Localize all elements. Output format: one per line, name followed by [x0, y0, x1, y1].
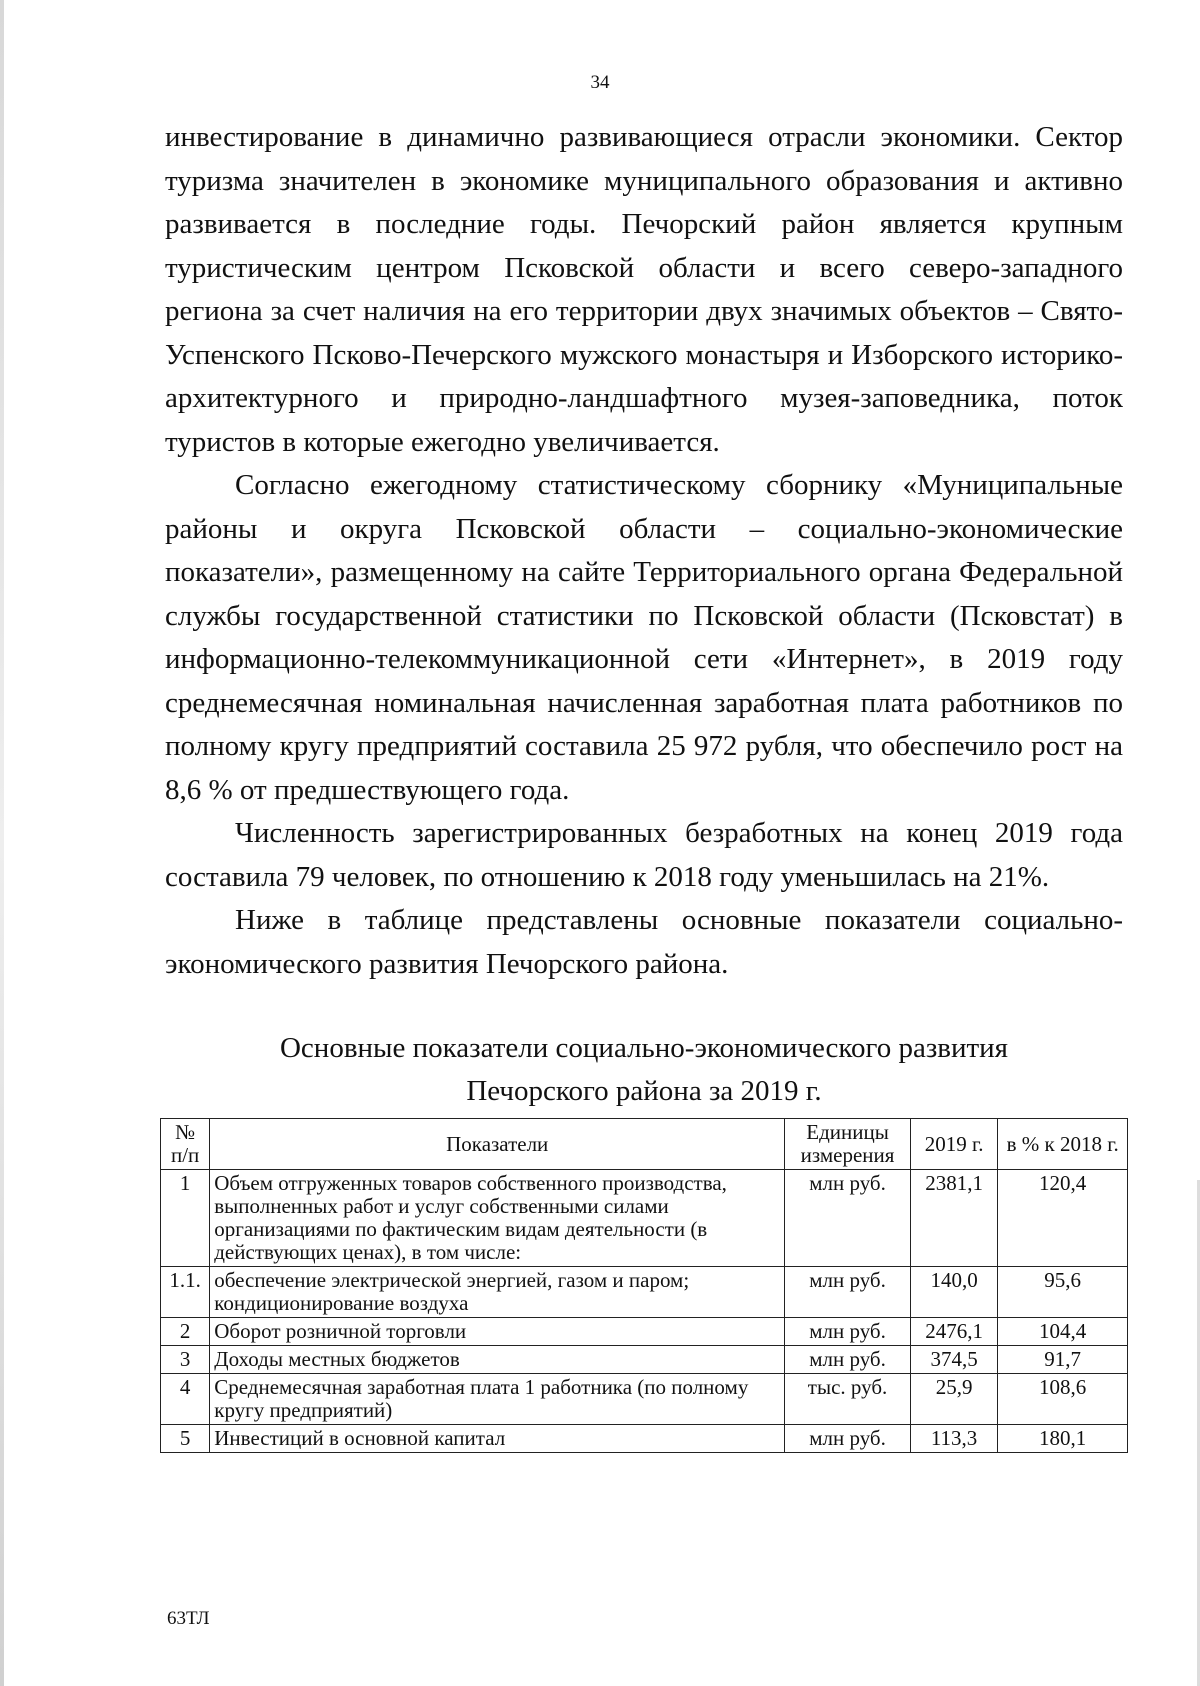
table-row: [161, 1346, 1128, 1374]
paragraph-4: Ниже в таблице представлены основные показатели социально-экономического развития Печорского района.: [165, 904, 1123, 980]
header-unit: Единицы измерения: [785, 1119, 911, 1170]
table-row: [161, 1318, 1128, 1346]
table-title: [165, 1027, 1123, 1113]
cell-num: 5: [161, 1425, 210, 1453]
cell-2019: 140,0: [910, 1267, 997, 1318]
table-row: [161, 1267, 1128, 1318]
cell-2019: 374,5: [910, 1346, 997, 1374]
cell-name: Оборот розничной торговли: [210, 1318, 785, 1346]
cell-pct: 91,7: [998, 1346, 1128, 1374]
header-2019: 2019 г.: [910, 1119, 997, 1170]
cell-2019: 2476,1: [910, 1318, 997, 1346]
cell-name: Инвестиций в основной капитал: [210, 1425, 785, 1453]
cell-unit: млн руб.: [785, 1318, 911, 1346]
paragraph-1: инвестирование в динамично развивающиеся отрасли экономики. Сектор туризма значителен в экономике муниципального образования и активно развивается в последние годы. Печорский район является крупным туристическим центром Псковской области и всего северо-западного региона за счет наличия на его территории двух значимых объектов – Свято-Успенского Псково-Печерского мужского монастыря и Изборского историко-архитектурного и природно-ландшафтного музея-заповедника, поток туристов в которые ежегодно увеличивается.: [165, 121, 1123, 458]
scan-edge-left: [0, 0, 4, 1686]
body-text: [165, 116, 1123, 986]
cell-unit: млн руб.: [785, 1170, 911, 1267]
cell-name: Доходы местных бюджетов: [210, 1346, 785, 1374]
cell-unit: млн руб.: [785, 1425, 911, 1453]
page-number: 34: [590, 72, 610, 93]
cell-2019: 113,3: [910, 1425, 997, 1453]
header-num: № п/п: [161, 1119, 210, 1170]
cell-unit: тыс. руб.: [785, 1374, 911, 1425]
cell-unit: млн руб.: [785, 1267, 911, 1318]
paragraph-2: Согласно ежегодному статистическому сборнику «Муниципальные районы и округа Псковской области – социально-экономические показатели», размещенному на сайте Территориального органа Федеральной службы государственной статистики по Псковской области (Псковстат) в информационно-телекоммуникационной сети «Интернет», в 2019 году среднемесячная номинальная начисленная заработная плата работников по полному кругу предприятий составила 25 972 рубля, что обеспечило рост на 8,6 % от предшествующего года.: [165, 469, 1123, 806]
cell-pct: 120,4: [998, 1170, 1128, 1267]
cell-pct: 108,6: [998, 1374, 1128, 1425]
table-row: [161, 1374, 1128, 1425]
footer-code: 63ТЛ: [167, 1608, 210, 1629]
cell-num: 4: [161, 1374, 210, 1425]
table-title-line-2: Печорского района за 2019 г.: [466, 1075, 822, 1107]
table-row: [161, 1170, 1128, 1267]
cell-name: Объем отгруженных товаров собственного производства, выполненных работ и услуг собственными силами организациями по фактическим видам деятельности (в действующих ценах), в том числе:: [210, 1170, 785, 1267]
cell-pct: 104,4: [998, 1318, 1128, 1346]
table-row: [161, 1425, 1128, 1453]
cell-name: Среднемесячная заработная плата 1 работника (по полному кругу предприятий): [210, 1374, 785, 1425]
header-pct: в % к 2018 г.: [998, 1119, 1128, 1170]
indicators-table: [160, 1118, 1128, 1453]
cell-num: 2: [161, 1318, 210, 1346]
header-name: Показатели: [210, 1119, 785, 1170]
cell-pct: 180,1: [998, 1425, 1128, 1453]
paragraph-3: Численность зарегистрированных безработных на конец 2019 года составила 79 человек, по отношению к 2018 году уменьшилась на 21%.: [165, 817, 1123, 893]
table-header-row: [161, 1119, 1128, 1170]
table-title-line-1: Основные показатели социально-экономического развития: [279, 1032, 1009, 1064]
cell-num: 1.1.: [161, 1267, 210, 1318]
cell-num: 3: [161, 1346, 210, 1374]
cell-num: 1: [161, 1170, 210, 1267]
cell-unit: млн руб.: [785, 1346, 911, 1374]
cell-pct: 95,6: [998, 1267, 1128, 1318]
cell-name: обеспечение электрической энергией, газом и паром; кондиционирование воздуха: [210, 1267, 785, 1318]
cell-2019: 25,9: [910, 1374, 997, 1425]
cell-2019: 2381,1: [910, 1170, 997, 1267]
